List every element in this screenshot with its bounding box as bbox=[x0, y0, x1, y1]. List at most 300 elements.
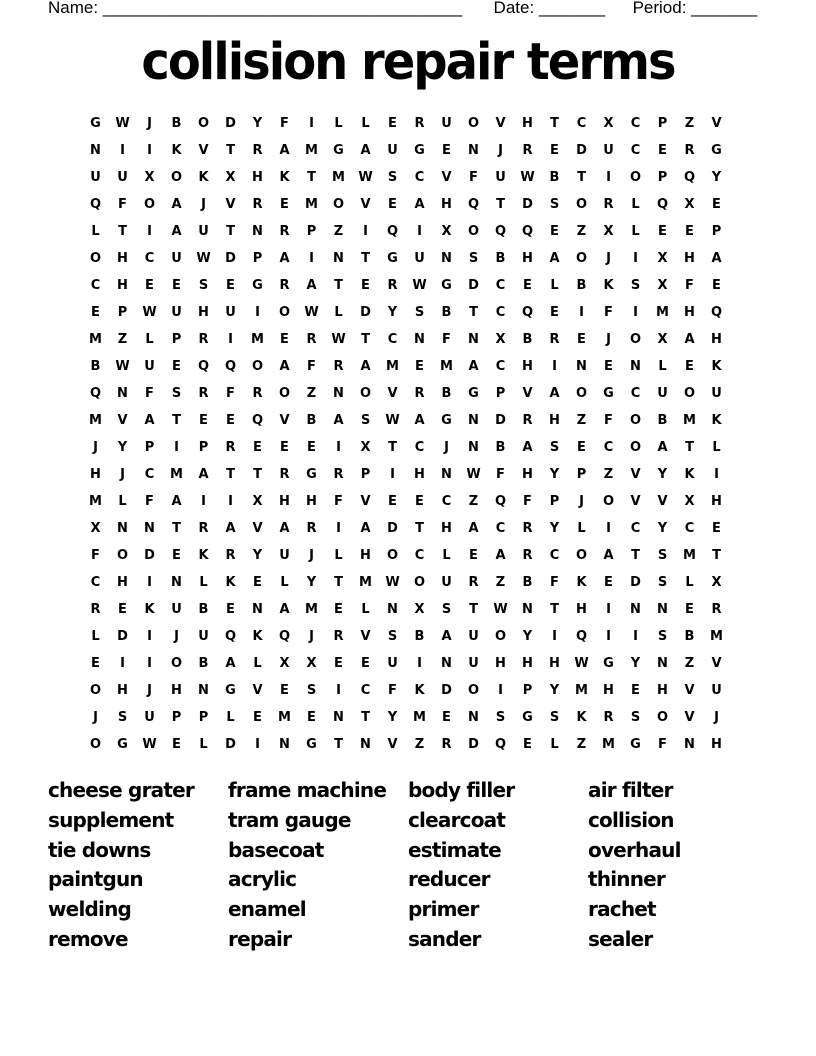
grid-letter: L bbox=[658, 359, 667, 374]
grid-letter: L bbox=[199, 737, 208, 752]
grid-letter: S bbox=[387, 170, 398, 185]
grid-letter: C bbox=[144, 251, 155, 266]
grid-letter: C bbox=[414, 548, 425, 563]
grid-letter: Q bbox=[89, 197, 102, 212]
grid-letter: W bbox=[493, 602, 508, 617]
grid-letter: C bbox=[630, 386, 641, 401]
grid-letter: K bbox=[171, 143, 182, 158]
grid-letter: A bbox=[684, 332, 695, 347]
word-bank-item: body filler bbox=[408, 778, 515, 802]
grid-letter: E bbox=[280, 197, 289, 212]
grid-letter: R bbox=[225, 440, 236, 455]
grid-letter: U bbox=[198, 629, 209, 644]
grid-letter: W bbox=[574, 656, 589, 671]
grid-letter: M bbox=[440, 359, 453, 374]
grid-letter: A bbox=[495, 548, 506, 563]
grid-letter: G bbox=[90, 116, 101, 131]
grid-letter: R bbox=[387, 278, 398, 293]
grid-letter: E bbox=[685, 602, 694, 617]
grid-letter: E bbox=[307, 440, 316, 455]
grid-letter: N bbox=[657, 602, 668, 617]
grid-letter: V bbox=[252, 683, 263, 698]
grid-letter: Y bbox=[117, 440, 128, 455]
grid-letter: K bbox=[576, 710, 587, 725]
grid-letter: I bbox=[633, 251, 638, 266]
grid-letter: A bbox=[144, 413, 155, 428]
grid-letter: I bbox=[228, 332, 233, 347]
grid-letter: N bbox=[333, 386, 344, 401]
grid-letter: T bbox=[226, 467, 235, 482]
grid-letter: W bbox=[115, 359, 130, 374]
grid-letter: E bbox=[658, 143, 667, 158]
grid-letter: A bbox=[225, 656, 236, 671]
grid-letter: Q bbox=[575, 629, 588, 644]
grid-letter: A bbox=[198, 467, 209, 482]
grid-letter: D bbox=[387, 521, 398, 536]
grid-letter: H bbox=[522, 359, 533, 374]
grid-letter: V bbox=[495, 116, 506, 131]
grid-letter: Z bbox=[603, 467, 614, 482]
grid-letter: R bbox=[333, 629, 344, 644]
grid-letter: N bbox=[468, 710, 479, 725]
grid-letter: E bbox=[388, 494, 397, 509]
grid-letter: E bbox=[550, 224, 559, 239]
grid-letter: T bbox=[172, 413, 181, 428]
grid-letter: I bbox=[498, 683, 503, 698]
grid-letter: Y bbox=[252, 548, 263, 563]
grid-letter: I bbox=[147, 629, 152, 644]
grid-letter: W bbox=[520, 170, 535, 185]
grid-letter: H bbox=[279, 494, 290, 509]
grid-letter: E bbox=[172, 737, 181, 752]
grid-letter: S bbox=[198, 278, 209, 293]
grid-letter: X bbox=[144, 170, 155, 185]
grid-letter: K bbox=[279, 170, 290, 185]
grid-letter: A bbox=[279, 143, 290, 158]
grid-letter: D bbox=[630, 575, 641, 590]
grid-letter: K bbox=[711, 413, 722, 428]
word-bank-item: rachet bbox=[588, 897, 656, 922]
grid-letter: T bbox=[334, 737, 343, 752]
grid-letter: J bbox=[201, 197, 206, 212]
grid-letter: C bbox=[441, 494, 452, 509]
grid-letter: M bbox=[386, 359, 399, 374]
grid-letter: V bbox=[225, 197, 236, 212]
grid-letter: W bbox=[142, 305, 157, 320]
grid-letter: F bbox=[442, 332, 451, 347]
grid-letter: E bbox=[604, 359, 613, 374]
grid-letter: U bbox=[198, 224, 209, 239]
grid-letter: N bbox=[279, 737, 290, 752]
grid-letter: X bbox=[279, 656, 290, 671]
grid-letter: A bbox=[468, 521, 479, 536]
grid-letter: M bbox=[89, 332, 102, 347]
grid-letter: E bbox=[172, 278, 181, 293]
grid-letter: B bbox=[441, 386, 452, 401]
grid-letter: Q bbox=[251, 413, 264, 428]
grid-letter: I bbox=[336, 521, 341, 536]
grid-letter: I bbox=[228, 494, 233, 509]
grid-letter: H bbox=[522, 467, 533, 482]
grid-letter: Z bbox=[333, 224, 344, 239]
grid-letter: F bbox=[550, 575, 559, 590]
grid-letter: V bbox=[387, 737, 398, 752]
grid-letter: A bbox=[549, 386, 560, 401]
word-bank-item: tram gauge bbox=[228, 807, 351, 832]
grid-letter: N bbox=[90, 143, 101, 158]
grid-letter: O bbox=[89, 737, 102, 752]
grid-letter: T bbox=[712, 548, 721, 563]
grid-letter: B bbox=[657, 413, 668, 428]
grid-letter: E bbox=[253, 710, 262, 725]
grid-letter: B bbox=[90, 359, 101, 374]
word-bank-item: paintgun bbox=[48, 867, 143, 892]
grid-letter: S bbox=[414, 305, 425, 320]
grid-letter: O bbox=[116, 548, 129, 563]
header-fields bbox=[48, 0, 758, 18]
date-field-label: Date: _______ bbox=[493, 0, 606, 17]
grid-letter: M bbox=[575, 683, 588, 698]
grid-letter: E bbox=[388, 197, 397, 212]
grid-letter: F bbox=[226, 386, 235, 401]
grid-letter: T bbox=[334, 278, 343, 293]
grid-letter: E bbox=[550, 143, 559, 158]
grid-letter: L bbox=[631, 224, 640, 239]
grid-letter: X bbox=[441, 224, 452, 239]
grid-letter: O bbox=[170, 170, 183, 185]
grid-letter: E bbox=[280, 440, 289, 455]
grid-letter: E bbox=[253, 575, 262, 590]
grid-letter: J bbox=[498, 143, 503, 158]
grid-letter: S bbox=[387, 629, 398, 644]
grid-letter: I bbox=[147, 143, 152, 158]
grid-letter: A bbox=[414, 413, 425, 428]
grid-letter: N bbox=[252, 224, 263, 239]
grid-letter: H bbox=[441, 521, 452, 536]
grid-letter: O bbox=[413, 575, 426, 590]
grid-letter: H bbox=[549, 413, 560, 428]
grid-letter: M bbox=[305, 143, 318, 158]
grid-letter: F bbox=[118, 197, 127, 212]
grid-letter: O bbox=[575, 386, 588, 401]
word-bank-item: acrylic bbox=[228, 867, 297, 892]
grid-letter: F bbox=[604, 305, 613, 320]
grid-letter: N bbox=[117, 386, 128, 401]
grid-letter: P bbox=[549, 494, 560, 509]
grid-letter: D bbox=[441, 683, 452, 698]
grid-letter: U bbox=[171, 602, 182, 617]
grid-letter: Q bbox=[467, 197, 480, 212]
grid-letter: M bbox=[305, 197, 318, 212]
grid-letter: Y bbox=[522, 629, 533, 644]
word-bank-item: tie downs bbox=[48, 837, 151, 862]
grid-letter: M bbox=[683, 548, 696, 563]
grid-letter: R bbox=[333, 359, 344, 374]
grid-letter: P bbox=[171, 332, 182, 347]
grid-letter: R bbox=[441, 737, 452, 752]
grid-letter: E bbox=[685, 359, 694, 374]
grid-letter: L bbox=[91, 629, 100, 644]
grid-letter: T bbox=[118, 224, 127, 239]
grid-letter: D bbox=[225, 116, 236, 131]
grid-letter: H bbox=[117, 251, 128, 266]
grid-letter: L bbox=[442, 548, 451, 563]
grid-letter: V bbox=[657, 494, 668, 509]
grid-letter: W bbox=[358, 170, 373, 185]
grid-letter: L bbox=[334, 116, 343, 131]
grid-letter: N bbox=[387, 602, 398, 617]
grid-letter: E bbox=[91, 656, 100, 671]
grid-letter: P bbox=[657, 116, 668, 131]
grid-letter: X bbox=[711, 575, 722, 590]
grid-letter: A bbox=[333, 413, 344, 428]
grid-letter: K bbox=[144, 602, 155, 617]
grid-letter: A bbox=[441, 629, 452, 644]
grid-letter: L bbox=[550, 737, 559, 752]
grid-letter: O bbox=[629, 413, 642, 428]
grid-letter: U bbox=[711, 386, 722, 401]
grid-letter: A bbox=[711, 251, 722, 266]
grid-letter: V bbox=[360, 629, 371, 644]
grid-letter: X bbox=[414, 602, 425, 617]
grid-letter: C bbox=[387, 332, 398, 347]
grid-letter: M bbox=[656, 305, 669, 320]
grid-letter: Z bbox=[576, 224, 587, 239]
grid-letter: Q bbox=[89, 386, 102, 401]
grid-letter: Q bbox=[278, 629, 291, 644]
grid-letter: U bbox=[387, 656, 398, 671]
grid-letter: O bbox=[629, 332, 642, 347]
grid-letter: G bbox=[306, 467, 317, 482]
grid-letter: E bbox=[307, 710, 316, 725]
grid-letter: W bbox=[412, 278, 427, 293]
grid-letter: L bbox=[550, 278, 559, 293]
grid-letter: H bbox=[711, 494, 722, 509]
grid-letter: W bbox=[385, 413, 400, 428]
grid-letter: C bbox=[603, 440, 614, 455]
grid-letter: A bbox=[225, 521, 236, 536]
grid-letter: L bbox=[145, 332, 154, 347]
grid-letter: Z bbox=[576, 413, 587, 428]
grid-letter: E bbox=[442, 143, 451, 158]
grid-letter: T bbox=[388, 440, 397, 455]
grid-letter: N bbox=[333, 251, 344, 266]
grid-letter: S bbox=[360, 413, 371, 428]
grid-letter: B bbox=[414, 629, 425, 644]
grid-letter: E bbox=[118, 602, 127, 617]
grid-letter: I bbox=[336, 440, 341, 455]
grid-letter: R bbox=[198, 332, 209, 347]
grid-letter: P bbox=[657, 170, 668, 185]
word-bank-item: welding bbox=[48, 897, 132, 922]
grid-letter: E bbox=[226, 278, 235, 293]
grid-letter: P bbox=[252, 251, 263, 266]
grid-letter: M bbox=[413, 710, 426, 725]
grid-letter: M bbox=[332, 170, 345, 185]
grid-letter: M bbox=[602, 737, 615, 752]
grid-letter: V bbox=[684, 683, 695, 698]
grid-letter: M bbox=[170, 467, 183, 482]
page-title: collision repair terms bbox=[141, 32, 675, 92]
grid-letter: L bbox=[334, 305, 343, 320]
grid-letter: A bbox=[468, 359, 479, 374]
grid-letter: N bbox=[333, 710, 344, 725]
grid-letter: D bbox=[225, 251, 236, 266]
grid-letter: D bbox=[468, 737, 479, 752]
grid-letter: W bbox=[196, 251, 211, 266]
grid-letter: R bbox=[306, 332, 317, 347]
grid-letter: T bbox=[307, 170, 316, 185]
grid-letter: K bbox=[711, 359, 722, 374]
grid-letter: I bbox=[336, 683, 341, 698]
grid-letter: I bbox=[606, 521, 611, 536]
grid-letter: Q bbox=[521, 305, 534, 320]
grid-letter: O bbox=[170, 656, 183, 671]
grid-letter: O bbox=[656, 710, 669, 725]
grid-letter: O bbox=[683, 386, 696, 401]
grid-letter: J bbox=[93, 710, 98, 725]
grid-letter: E bbox=[469, 548, 478, 563]
grid-letter: P bbox=[495, 386, 506, 401]
grid-letter: L bbox=[280, 575, 289, 590]
grid-letter: Y bbox=[630, 656, 641, 671]
grid-letter: B bbox=[495, 440, 506, 455]
grid-letter: S bbox=[549, 440, 560, 455]
grid-letter: C bbox=[549, 548, 560, 563]
grid-letter: W bbox=[385, 575, 400, 590]
letter-grid bbox=[82, 110, 730, 758]
grid-letter: Z bbox=[468, 494, 479, 509]
grid-letter: F bbox=[280, 116, 289, 131]
grid-letter: U bbox=[117, 170, 128, 185]
grid-letter: O bbox=[386, 548, 399, 563]
grid-letter: X bbox=[360, 440, 371, 455]
grid-letter: I bbox=[120, 656, 125, 671]
grid-letter: W bbox=[466, 467, 481, 482]
grid-letter: M bbox=[305, 602, 318, 617]
word-bank-item: basecoat bbox=[228, 837, 324, 862]
grid-letter: A bbox=[522, 440, 533, 455]
grid-letter: X bbox=[495, 332, 506, 347]
grid-letter: I bbox=[147, 224, 152, 239]
grid-letter: V bbox=[630, 467, 641, 482]
grid-letter: E bbox=[685, 224, 694, 239]
grid-letter: C bbox=[495, 521, 506, 536]
grid-letter: O bbox=[359, 386, 372, 401]
grid-letter: X bbox=[225, 170, 236, 185]
grid-letter: L bbox=[91, 224, 100, 239]
word-bank-item: estimate bbox=[408, 837, 501, 862]
grid-letter: C bbox=[495, 359, 506, 374]
grid-letter: J bbox=[714, 710, 719, 725]
grid-letter: R bbox=[468, 575, 479, 590]
grid-letter: O bbox=[575, 251, 588, 266]
grid-letter: K bbox=[603, 278, 614, 293]
grid-letter: T bbox=[226, 143, 235, 158]
grid-letter: U bbox=[90, 170, 101, 185]
grid-letter: Y bbox=[711, 170, 722, 185]
grid-letter: H bbox=[522, 116, 533, 131]
grid-letter: K bbox=[198, 548, 209, 563]
grid-letter: H bbox=[495, 656, 506, 671]
grid-letter: G bbox=[630, 737, 641, 752]
grid-letter: Z bbox=[684, 656, 695, 671]
grid-letter: I bbox=[552, 629, 557, 644]
grid-letter: I bbox=[714, 467, 719, 482]
grid-letter: V bbox=[360, 197, 371, 212]
grid-letter: F bbox=[469, 170, 478, 185]
grid-letter: R bbox=[522, 413, 533, 428]
word-bank bbox=[48, 778, 768, 957]
grid-letter: T bbox=[550, 116, 559, 131]
grid-letter: E bbox=[388, 116, 397, 131]
grid-letter: L bbox=[631, 197, 640, 212]
grid-letter: V bbox=[279, 413, 290, 428]
grid-letter: A bbox=[603, 548, 614, 563]
grid-letter: G bbox=[441, 278, 452, 293]
grid-letter: R bbox=[684, 143, 695, 158]
grid-letter: I bbox=[606, 602, 611, 617]
grid-letter: X bbox=[657, 251, 668, 266]
grid-letter: M bbox=[251, 332, 264, 347]
grid-letter: I bbox=[579, 305, 584, 320]
grid-letter: K bbox=[414, 683, 425, 698]
grid-letter: Z bbox=[576, 737, 587, 752]
grid-letter: U bbox=[468, 656, 479, 671]
grid-letter: G bbox=[414, 143, 425, 158]
grid-letter: I bbox=[417, 656, 422, 671]
grid-letter: E bbox=[91, 305, 100, 320]
grid-letter: O bbox=[278, 386, 291, 401]
grid-letter: C bbox=[684, 521, 695, 536]
grid-letter: U bbox=[711, 683, 722, 698]
grid-letter: O bbox=[143, 197, 156, 212]
grid-letter: V bbox=[522, 386, 533, 401]
grid-letter: C bbox=[360, 683, 371, 698]
grid-letter: H bbox=[117, 278, 128, 293]
grid-letter: N bbox=[441, 467, 452, 482]
grid-letter: J bbox=[120, 467, 125, 482]
grid-letter: I bbox=[633, 629, 638, 644]
grid-letter: V bbox=[441, 170, 452, 185]
grid-letter: D bbox=[144, 548, 155, 563]
grid-letter: B bbox=[495, 251, 506, 266]
grid-letter: F bbox=[604, 413, 613, 428]
grid-letter: P bbox=[198, 710, 209, 725]
grid-letter: T bbox=[469, 602, 478, 617]
grid-letter: O bbox=[332, 197, 345, 212]
grid-letter: U bbox=[657, 386, 668, 401]
grid-letter: N bbox=[630, 602, 641, 617]
word-bank-item: cheese grater bbox=[48, 778, 194, 802]
grid-letter: T bbox=[496, 197, 505, 212]
grid-letter: T bbox=[172, 521, 181, 536]
grid-letter: N bbox=[630, 359, 641, 374]
grid-letter: R bbox=[225, 548, 236, 563]
grid-letter: X bbox=[306, 656, 317, 671]
grid-letter: Z bbox=[684, 116, 695, 131]
grid-letter: Y bbox=[252, 116, 263, 131]
grid-letter: A bbox=[171, 224, 182, 239]
grid-letter: E bbox=[172, 359, 181, 374]
grid-letter: R bbox=[522, 548, 533, 563]
grid-letter: N bbox=[468, 413, 479, 428]
grid-letter: T bbox=[361, 710, 370, 725]
grid-letter: A bbox=[171, 494, 182, 509]
grid-letter: U bbox=[225, 305, 236, 320]
grid-letter: I bbox=[633, 305, 638, 320]
grid-letter: L bbox=[199, 575, 208, 590]
